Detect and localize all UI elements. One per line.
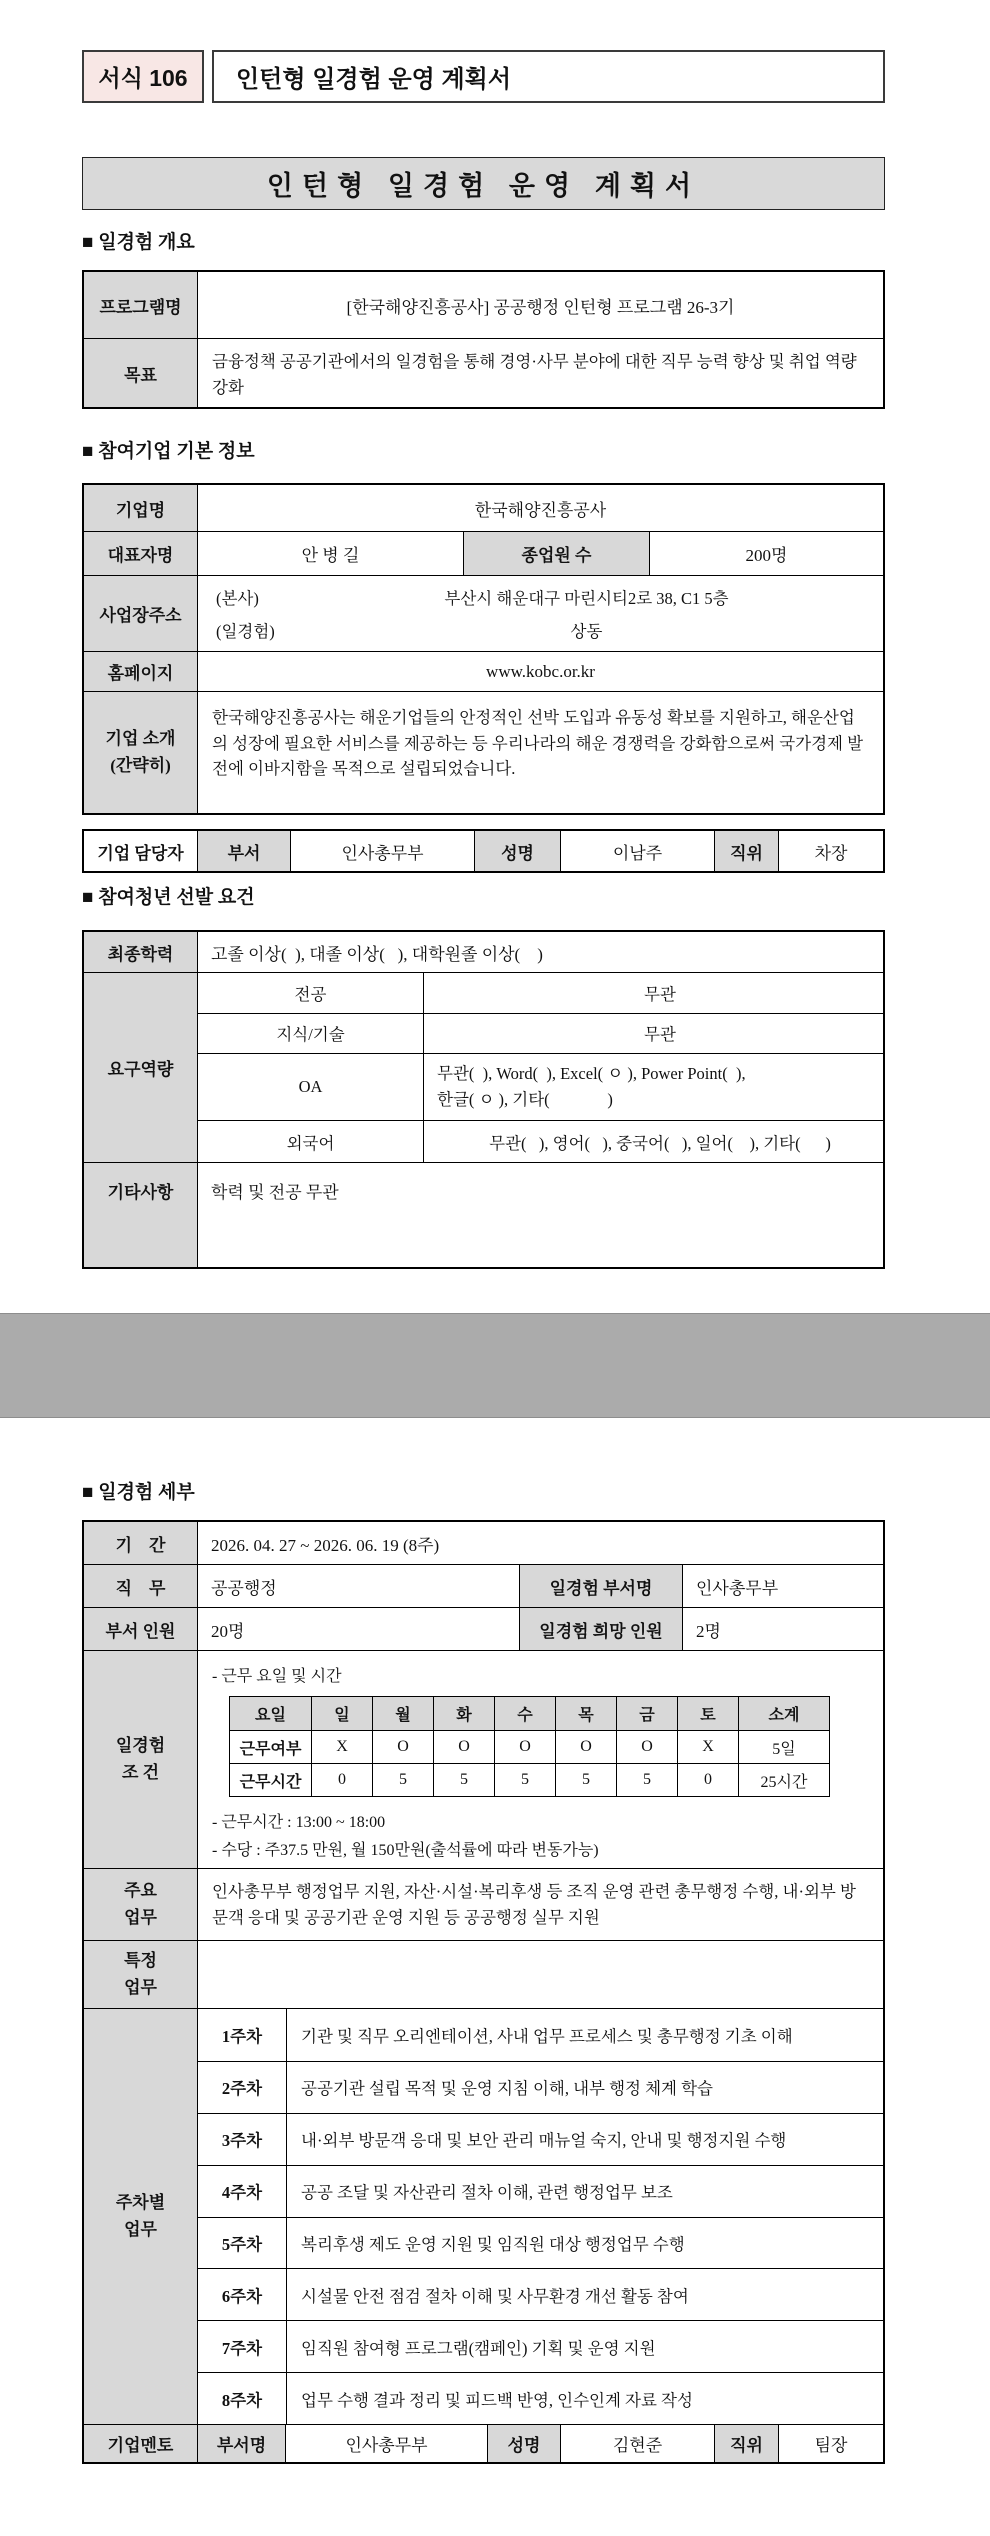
week-row-8: [198, 2372, 883, 2424]
week-6-label: 6주차: [221, 2286, 263, 2306]
form-code-badge: 서식 106: [82, 50, 204, 103]
workhour-sun: 0: [311, 1764, 372, 1796]
condition-label-line1: 일경험: [115, 1736, 166, 1756]
week-3-task: 내·외부 방문객 응대 및 보안 관리 매뉴얼 숙지, 안내 및 행정지원 수행: [286, 2114, 883, 2165]
special-tasks-value: [197, 1941, 883, 2008]
headcount-value: 20명: [197, 1608, 519, 1650]
main-tasks-label-line2: 업무: [124, 1907, 157, 1927]
exp-label: (일경험): [216, 622, 275, 641]
contact-position-label: 직위: [714, 831, 778, 871]
etc-value: 학력 및 전공 무관: [197, 1163, 883, 1267]
capability-label: 요구역량: [84, 973, 197, 1162]
hq-address-value: 부산시 해운대구 마린시티2로 38, C1 5층: [444, 589, 729, 608]
exp-dept-value: 인사총무부: [682, 1565, 883, 1607]
form-header: [82, 0, 885, 103]
overview-table: [82, 270, 885, 409]
workhour-sat: 0: [677, 1764, 738, 1796]
workday-total: 5일: [738, 1731, 829, 1763]
weekly-tasks-label-line2: 업무: [124, 2219, 157, 2239]
document-title: 인턴형 일경험 운영 계획서: [82, 157, 885, 210]
workday-sun: X: [311, 1731, 372, 1763]
schedule-header-thu: 목: [555, 1697, 616, 1730]
detail-table: [82, 1520, 885, 2464]
special-tasks-label-line1: 특정: [124, 1951, 157, 1971]
company-intro-value: 한국해양진흥공사는 해운기업들의 안정적인 선박 도입과 유동성 확보를 지원하고, 해운산업의 성장에 필요한 서비스를 제공하는 등 우리나라의 해운 경쟁력을 강화함으로써 국가경제 발전에 이바지함을 목적으로 설립되었습니다.: [197, 692, 883, 813]
exp-address-line: [198, 618, 883, 642]
week-4-task: 공공 조달 및 자산관리 절차 이해, 관련 행정업무 보조: [286, 2166, 883, 2217]
ceo-label: 대표자명: [84, 532, 197, 575]
foreign-value: 무관( ), 영어( ), 중국어( ), 일어( ), 기타( ): [423, 1121, 883, 1162]
schedule-header-fri: 금: [616, 1697, 677, 1730]
week-row-6: [198, 2268, 883, 2320]
oa-value: [423, 1054, 883, 1121]
week-7-label: 7주차: [221, 2338, 263, 2358]
workday-fri: O: [616, 1731, 677, 1763]
schedule-header-sat: 토: [677, 1697, 738, 1730]
contact-dept-label: 부서: [197, 831, 290, 871]
mentor-dept-label: 부서명: [197, 2425, 285, 2462]
hq-address-line: [198, 585, 883, 609]
company-name-value: 한국해양진흥공사: [197, 485, 883, 531]
mentor-position-value: 팀장: [778, 2425, 883, 2462]
ceo-value: 안 병 길: [197, 532, 463, 575]
schedule-header-wed: 수: [494, 1697, 555, 1730]
company-intro-label-line2: (간략히): [110, 755, 171, 775]
weekly-tasks-label-line1: 주차별: [115, 2193, 166, 2213]
company-name-label: 기업명: [84, 485, 197, 531]
knowledge-label: 지식/기술: [276, 1025, 345, 1045]
requirements-table: [82, 930, 885, 1269]
workday-mon: O: [372, 1731, 433, 1763]
schedule-header-mon: 월: [372, 1697, 433, 1730]
week-row-2: [198, 2061, 883, 2113]
section-heading-detail: ■ 일경험 세부: [82, 1482, 195, 1503]
period-label: 기 간: [84, 1522, 197, 1564]
mentor-label: 기업멘토: [84, 2425, 197, 2462]
week-8-task: 업무 수행 결과 정리 및 피드백 반영, 인수인계 자료 작성: [286, 2373, 883, 2424]
goal-label: 목표: [84, 339, 197, 407]
contact-dept-value: 인사총무부: [290, 831, 474, 871]
week-5-label: 5주차: [221, 2234, 263, 2254]
workday-thu: O: [555, 1731, 616, 1763]
company-table: [82, 483, 885, 815]
condition-label-line2: 조 건: [121, 1762, 160, 1782]
knowledge-value: 무관: [423, 1014, 883, 1053]
contact-label: 기업 담당자: [97, 843, 184, 863]
mentor-position-label: 직위: [714, 2425, 778, 2462]
job-value: 공공행정: [197, 1565, 519, 1607]
etc-label: 기타사항: [84, 1163, 197, 1267]
work-schedule-table: [229, 1696, 830, 1797]
main-tasks-label-line1: 주요: [124, 1881, 157, 1901]
pay-note: - 수당 : 주37.5 만원, 월 150만원(출석률에 따라 변동가능): [212, 1842, 599, 1860]
contact-position-value: 차장: [778, 831, 883, 871]
workhour-mon: 5: [372, 1764, 433, 1796]
week-1-label: 1주차: [221, 2026, 263, 2046]
workhour-thu: 5: [555, 1764, 616, 1796]
weekly-tasks-rows: [197, 2009, 883, 2424]
education-label: 최종학력: [84, 932, 197, 972]
section-heading-overview: ■ 일경험 개요: [82, 232, 195, 253]
week-7-task: 임직원 참여형 프로그램(캠페인) 기획 및 운영 지원: [286, 2321, 883, 2372]
workday-wed: O: [494, 1731, 555, 1763]
main-tasks-value: 인사총무부 행정업무 지원, 자산·시설·복리후생 등 조직 운영 관련 총무행정 수행, 내·외부 방문객 응대 및 공공기관 운영 지원 등 공공행정 실무 지원: [197, 1869, 883, 1940]
page-2: [0, 1418, 990, 2536]
address-label: 사업장주소: [84, 576, 197, 651]
schedule-header-total: 소계: [738, 1697, 829, 1730]
form-title-box: [212, 50, 885, 103]
section-heading-requirements: ■ 참여청년 선발 요건: [82, 887, 255, 908]
workday-tue: O: [433, 1731, 494, 1763]
weekly-tasks-label: [84, 2009, 197, 2424]
week-row-4: [198, 2165, 883, 2217]
wanted-label: 일경험 희망 인원: [519, 1608, 682, 1650]
oa-value-line1: 무관( ), Word( ), Excel( ㅇ ), Power Point( ),: [437, 1064, 746, 1084]
week-2-task: 공공기관 설립 목적 및 운영 지침 이해, 내부 행정 체계 학습: [286, 2062, 883, 2113]
job-label: 직 무: [84, 1565, 197, 1607]
week-3-label: 3주차: [221, 2131, 263, 2151]
schedule-header-tue: 화: [433, 1697, 494, 1730]
oa-label: OA: [298, 1076, 323, 1096]
exp-dept-label: 일경험 부서명: [519, 1565, 682, 1607]
contact-name-value: 이남주: [560, 831, 714, 871]
week-8-label: 8주차: [221, 2390, 263, 2410]
employees-value: 200명: [649, 532, 883, 575]
headcount-label: 부서 인원: [84, 1608, 197, 1650]
period-value: 2026. 04. 27 ~ 2026. 06. 19 (8주): [197, 1522, 883, 1564]
goal-value: 금융정책 공공기관에서의 일경험을 통해 경영·사무 분야에 대한 직무 능력 향상 및 취업 역량 강화: [197, 339, 883, 407]
employees-label: 종업원 수: [463, 532, 649, 575]
mentor-name-value: 김현준: [560, 2425, 714, 2462]
workday-row-label: 근무여부: [239, 1740, 302, 1758]
homepage-label: 홈페이지: [84, 652, 197, 691]
company-intro-label: [84, 692, 197, 813]
form-title-text: 인턴형 일경험 운영 계획서: [236, 66, 512, 93]
special-tasks-label-line2: 업무: [124, 1977, 157, 1997]
week-row-1: [198, 2009, 883, 2061]
workhour-tue: 5: [433, 1764, 494, 1796]
week-row-7: [198, 2320, 883, 2372]
capability-rows: [197, 973, 883, 1162]
condition-cell: [197, 1651, 883, 1868]
week-5-task: 복리후생 제도 운영 지원 및 임직원 대상 행정업무 수행: [286, 2218, 883, 2269]
week-1-task: 기관 및 직무 오리엔테이션, 사내 업무 프로세스 및 총무행정 기초 이해: [286, 2009, 883, 2061]
special-tasks-label: [84, 1941, 197, 2008]
condition-label: [84, 1651, 197, 1868]
oa-value-line2: 한글( ㅇ ), 기타( ): [437, 1089, 613, 1109]
education-value: 고졸 이상( ), 대졸 이상( ), 대학원졸 이상( ): [197, 932, 883, 972]
program-name-value: [한국해양진흥공사] 공공행정 인턴형 프로그램 26-3기: [197, 272, 883, 338]
mentor-dept-value: 인사총무부: [285, 2425, 487, 2462]
main-tasks-label: [84, 1869, 197, 1940]
company-intro-label-line1: 기업 소개: [105, 729, 176, 749]
week-4-label: 4주차: [221, 2183, 263, 2203]
week-row-5: [198, 2217, 883, 2269]
week-2-label: 2주차: [221, 2079, 263, 2099]
workhour-fri: 5: [616, 1764, 677, 1796]
week-6-task: 시설물 안전 점검 절차 이해 및 사무환경 개선 활동 참여: [286, 2269, 883, 2320]
wanted-value: 2명: [682, 1608, 883, 1650]
major-value: 무관: [423, 973, 883, 1013]
address-cell: [197, 576, 883, 651]
mentor-name-label: 성명: [487, 2425, 560, 2462]
foreign-label: 외국어: [286, 1133, 335, 1153]
schedule-header-day: 요일: [230, 1697, 311, 1730]
program-name-label: 프로그램명: [84, 272, 197, 338]
workhour-total: 25시간: [738, 1764, 829, 1796]
exp-address-value: 상동: [570, 622, 603, 641]
contact-name-label: 성명: [474, 831, 560, 871]
homepage-value: www.kobc.or.kr: [197, 652, 883, 691]
schedule-title: - 근무 요일 및 시간: [212, 1668, 342, 1685]
section-heading-company: ■ 참여기업 기본 정보: [82, 441, 255, 462]
workhour-row-label: 근무시간: [239, 1773, 302, 1791]
week-row-3: [198, 2113, 883, 2165]
work-hours-note: - 근무시간 : 13:00 ~ 18:00: [212, 1814, 386, 1832]
workday-sat: X: [677, 1731, 738, 1763]
hq-label: (본사): [216, 589, 259, 608]
page-gap: [0, 1313, 990, 1418]
contact-table: [82, 829, 885, 873]
schedule-header-sun: 일: [311, 1697, 372, 1730]
major-label: 전공: [294, 984, 327, 1004]
workhour-wed: 5: [494, 1764, 555, 1796]
